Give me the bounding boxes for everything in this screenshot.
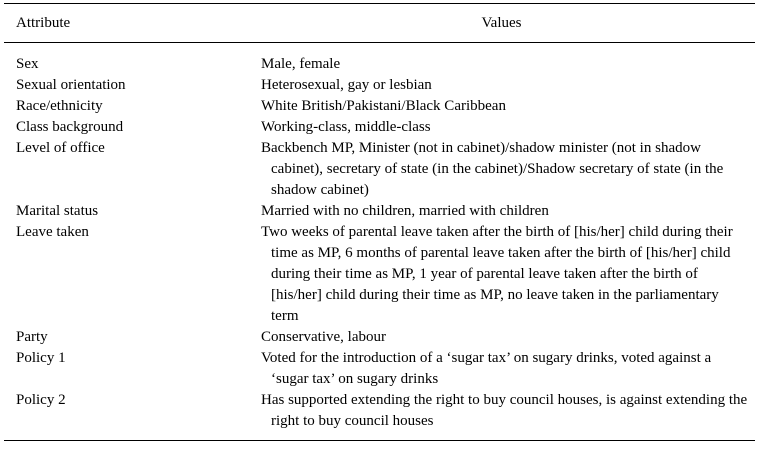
attribute-cell: Policy 2 [16, 392, 66, 408]
attribute-cell: Sex [16, 56, 39, 72]
table-row [4, 96, 755, 117]
table-bottom-rule [4, 440, 755, 441]
attribute-cell: Leave taken [16, 224, 89, 240]
values-cell: Voted for the introduction of a ‘sugar tax’ on sugary drinks, voted against a ‘sugar tax’ on sugary drinks [261, 350, 712, 387]
attribute-cell: Class background [16, 119, 124, 135]
table-row [4, 327, 755, 348]
table-body [4, 43, 755, 432]
table-row [4, 75, 755, 96]
values-cell: Male, female [261, 56, 341, 72]
attribute-cell: Marital status [16, 203, 99, 219]
values-cell: White British/Pakistani/Black Caribbean [261, 98, 506, 114]
table-row [4, 54, 755, 75]
header-attribute: Attribute [16, 14, 71, 31]
attribute-cell: Sexual orientation [16, 77, 126, 93]
attribute-cell: Level of office [16, 140, 105, 156]
header-values: Values [481, 14, 522, 31]
table-header [4, 4, 755, 42]
values-cell: Heterosexual, gay or lesbian [261, 77, 432, 93]
attribute-cell: Policy 1 [16, 350, 66, 366]
table-row [4, 201, 755, 222]
table-row [4, 390, 755, 432]
table-row [4, 222, 755, 327]
values-cell: Working-class, middle-class [261, 119, 431, 135]
table-row [4, 348, 755, 390]
values-cell: Two weeks of parental leave taken after the birth of [his/her] child during their time as MP, 6 months of parental leave taken after the birth of [his/her] child during their time as MP, 1 year of parental leave taken after the birth of [his/her] child during their time as MP, no leave taken in the parliamentary term [261, 224, 733, 324]
attribute-cell: Party [16, 329, 48, 345]
values-cell: Backbench MP, Minister (not in cabinet)/shadow minister (not in shadow cabinet), secretary of state (in the cabinet)/Shadow secretary of state (in the shadow cabinet) [261, 140, 724, 198]
values-cell: Has supported extending the right to buy council houses, is against extending the right to buy council houses [261, 392, 748, 429]
attribute-cell: Race/ethnicity [16, 98, 103, 114]
table-row [4, 117, 755, 138]
values-cell: Married with no children, married with children [261, 203, 549, 219]
table-row [4, 138, 755, 201]
attributes-table [4, 3, 755, 441]
values-cell: Conservative, labour [261, 329, 386, 345]
